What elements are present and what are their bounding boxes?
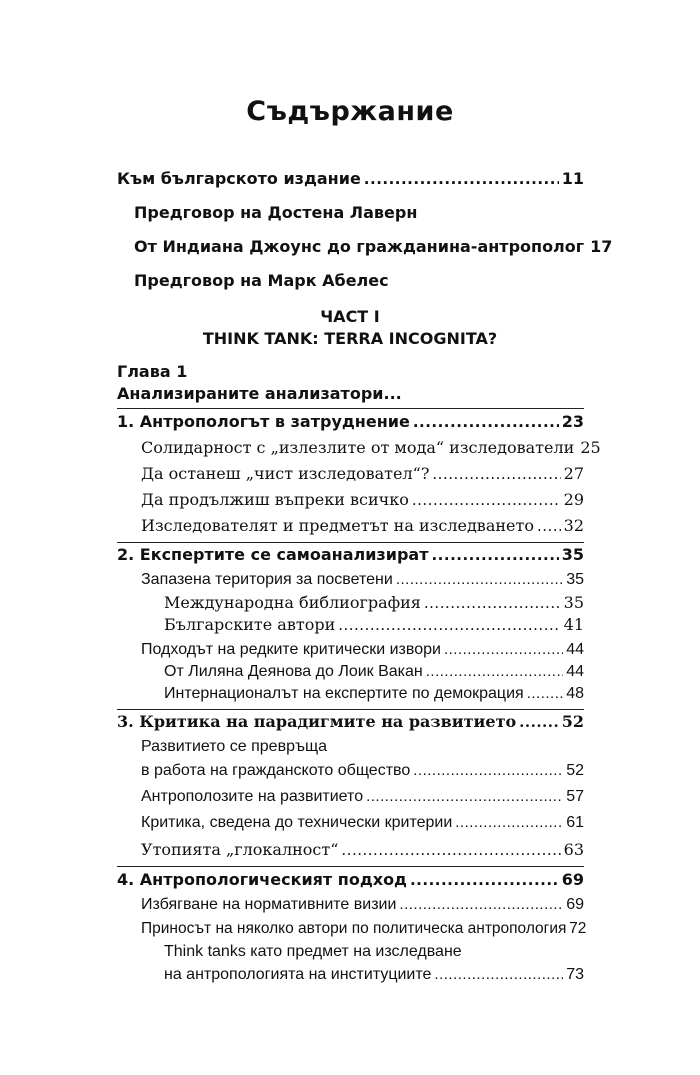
dot-leader	[396, 571, 563, 588]
toc-section	[117, 712, 584, 731]
dot-leader	[431, 546, 558, 564]
dot-leader	[413, 762, 563, 779]
toc-entry-title: 4. Антропологическият подход	[117, 870, 407, 889]
toc-entry-title: Българските автори	[164, 615, 336, 634]
toc-entry-page: 35	[566, 571, 584, 588]
toc-section	[117, 870, 584, 889]
toc-entry-page: 72	[569, 920, 587, 937]
toc-entry-page: 11	[561, 169, 584, 188]
toc-entry-title: Подходът на редките критически извори	[141, 641, 441, 658]
toc-entry-title: 1. Антропологът в затруднение	[117, 412, 410, 431]
toc-entry	[164, 685, 584, 703]
toc-entry	[141, 641, 584, 659]
toc-entry-title: Да продължиш въпреки всичко	[141, 490, 409, 509]
chapter-label: Глава 1	[117, 362, 188, 381]
divider	[117, 709, 584, 710]
toc-entry-title: Интернационалът на експертите по демокрация	[164, 685, 524, 702]
toc-section	[117, 545, 584, 564]
toc-entry-title: Антрополозите на развитието	[141, 788, 364, 805]
toc-entry	[141, 464, 584, 483]
toc-entry-page: 27	[563, 464, 584, 483]
dot-leader	[399, 896, 563, 913]
dot-leader	[364, 170, 559, 188]
toc-entry-page: 61	[566, 814, 584, 831]
toc-entry-page: 57	[566, 788, 584, 805]
dot-leader	[366, 788, 563, 805]
toc-entry-title: Критика, сведена до технически критерии	[141, 814, 453, 831]
toc-entry	[117, 169, 584, 188]
dot-leader	[432, 465, 560, 483]
dot-leader	[527, 685, 563, 702]
toc-entry	[141, 788, 584, 806]
toc-section	[117, 412, 584, 431]
dot-leader	[410, 871, 559, 889]
toc-entry	[141, 490, 584, 509]
toc-entry-title: Да останеш „чист изследовател“?	[141, 464, 430, 483]
toc-entry-title: на антропологията на институциите	[164, 966, 432, 983]
toc-entry-title: Приносът на няколко автори по политическа антропология	[141, 920, 567, 937]
divider	[117, 408, 584, 409]
toc-entry-page: 35	[561, 545, 584, 564]
toc-entry-page: 44	[566, 641, 584, 658]
toc-entry	[141, 438, 601, 457]
divider	[117, 866, 584, 867]
toc-entry-page: 29	[563, 490, 584, 509]
dot-leader	[412, 491, 561, 509]
toc-entry-page: 63	[563, 840, 584, 859]
toc-entry-page: 44	[566, 663, 584, 680]
toc-entry-page: 35	[563, 593, 584, 612]
toc-entry	[141, 571, 584, 589]
dot-leader	[424, 594, 561, 612]
toc-entry	[141, 840, 584, 859]
toc-entry-page: 73	[566, 966, 584, 983]
dot-leader	[413, 413, 559, 431]
toc-entry-page: 69	[561, 870, 584, 889]
toc-entry-page: 69	[566, 896, 584, 913]
dot-leader	[537, 517, 561, 535]
dot-leader	[455, 814, 563, 831]
part-number: ЧАСТ I	[320, 307, 380, 326]
toc-entry-title: Развитието се превръща	[141, 738, 328, 755]
toc-subtitle: Предговор на Достена Лаверн	[134, 203, 418, 222]
toc-entry-title: 2. Експертите се самоанализират	[117, 545, 429, 564]
toc-entry-title: в работа на гражданското общество	[141, 762, 411, 779]
toc-entry-title: От Индиана Джоунс до гражданина-антрополог	[134, 237, 585, 256]
toc-entry-title: Избягване на нормативните визии	[141, 896, 397, 913]
toc-entry-page: 52	[566, 762, 584, 779]
dot-leader	[338, 616, 560, 634]
toc-entry-title: Солидарност с „излезлите от мода“ изследователи	[141, 438, 575, 457]
toc-entry-page: 48	[566, 685, 584, 702]
toc-entry	[164, 966, 584, 984]
toc-entry	[141, 516, 584, 535]
toc-entry-title: Международна библиография	[164, 593, 421, 612]
dot-leader	[519, 713, 559, 731]
toc-entry-page: 23	[561, 412, 584, 431]
toc-entry	[141, 896, 584, 914]
toc-entry-title: Изследователят и предметът на изследването	[141, 516, 534, 535]
toc-entry	[134, 237, 613, 256]
toc-entry	[141, 920, 587, 938]
toc-entry-title: Запазена територия за посветени	[141, 571, 393, 588]
page-title: Съдържание	[246, 96, 454, 127]
toc-entry-page: 52	[561, 712, 584, 731]
chapter-title: Анализираните анализатори...	[117, 384, 402, 403]
toc-entry	[141, 814, 584, 832]
dot-leader	[341, 841, 560, 859]
toc-entry	[164, 663, 584, 681]
part-title: THINK TANK: TERRA INCOGNITA?	[202, 329, 498, 348]
toc-entry	[141, 762, 584, 780]
toc-entry	[164, 593, 584, 612]
toc-entry-title: Утопията „глокалност“	[141, 840, 339, 859]
toc-subtitle: Предговор на Марк Абелес	[134, 271, 389, 290]
toc-entry-page: 17	[590, 237, 613, 256]
toc-entry-title: Think tanks като предмет на изследване	[164, 943, 462, 960]
dot-leader	[444, 641, 563, 658]
toc-entry-title: От Лиляна Деянова до Лоик Вакан	[164, 663, 423, 680]
toc-entry-page: 41	[563, 615, 584, 634]
toc-entry	[164, 615, 584, 634]
dot-leader	[426, 663, 563, 680]
toc-entry-title: Към българското издание	[117, 169, 361, 188]
toc-entry-page: 32	[563, 516, 584, 535]
toc-entry-title: 3. Критика на парадигмите на развитието	[117, 712, 517, 731]
divider	[117, 542, 584, 543]
dot-leader	[434, 966, 563, 983]
toc-entry-page: 25	[580, 438, 601, 457]
